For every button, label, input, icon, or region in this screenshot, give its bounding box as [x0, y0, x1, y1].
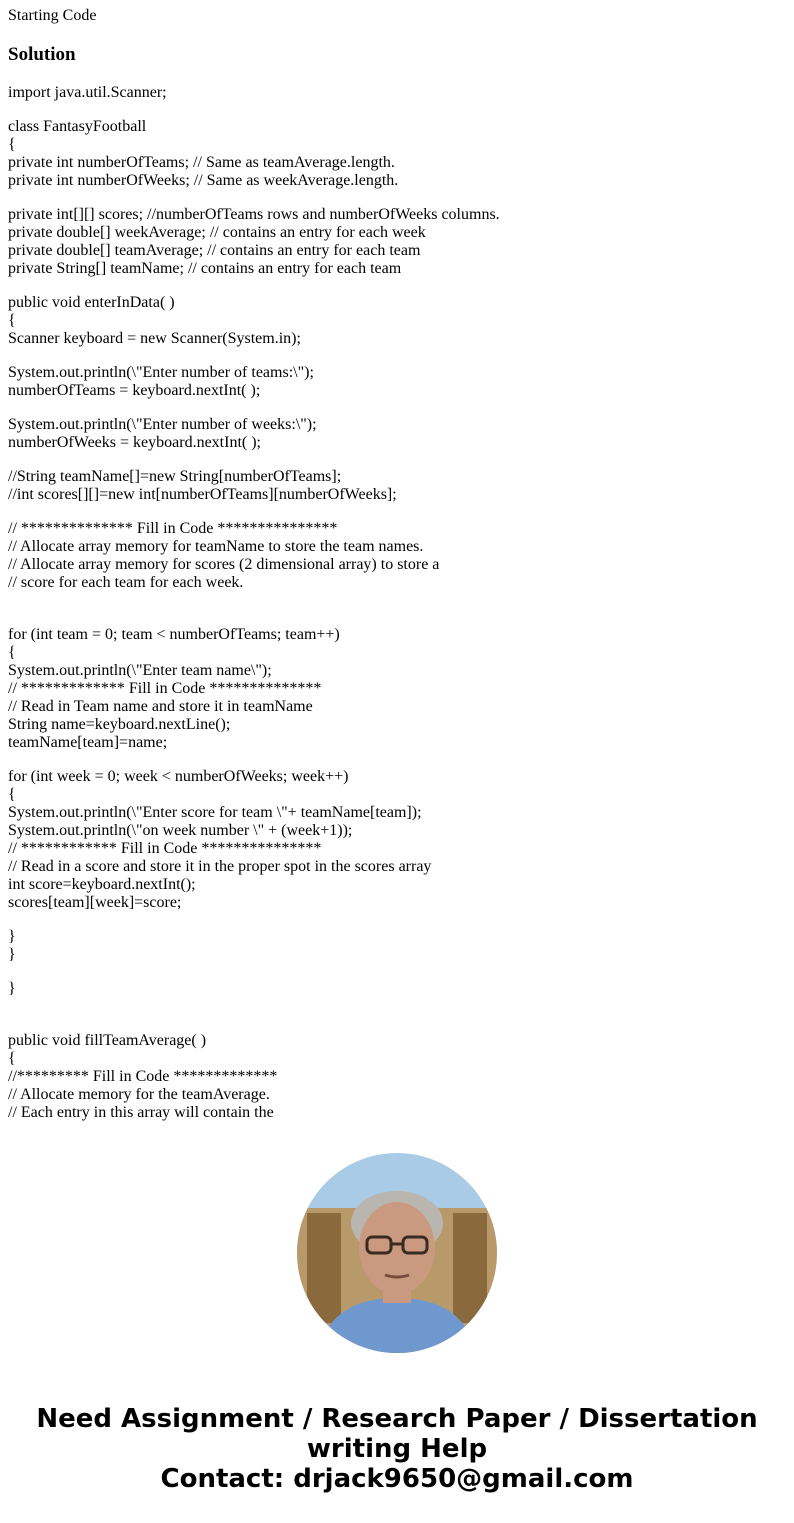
- code-line: // ************** Fill in Code ***************: [8, 520, 338, 537]
- code-line: System.out.println(\"Enter number of teams:\");: [8, 364, 314, 381]
- code-line: private int numberOfTeams; // Same as teamAverage.length.: [8, 154, 395, 171]
- banner-line-2: writing Help: [306, 1434, 488, 1464]
- banner-line-3: Contact: drjack9650@gmail.com: [160, 1464, 634, 1494]
- code-line: private int[][] scores; //numberOfTeams rows and numberOfWeeks columns.: [8, 206, 500, 223]
- code-line: }: [8, 980, 16, 997]
- code-spacer: [8, 504, 788, 520]
- code-line: // ************ Fill in Code ***************: [8, 840, 322, 857]
- code-line: // Read in a score and store it in the proper spot in the scores array: [8, 858, 432, 875]
- code-spacer: [8, 752, 788, 768]
- code-line: // Allocate array memory for scores (2 dimensional array) to store a: [8, 556, 440, 573]
- contact-banner: [0, 1404, 794, 1494]
- code-line: numberOfTeams = keyboard.nextInt( );: [8, 382, 261, 399]
- code-line: public void fillTeamAverage( ): [8, 1032, 207, 1049]
- code-line: private String[] teamName; // contains an entry for each team: [8, 260, 402, 277]
- code-line: import java.util.Scanner;: [8, 84, 167, 101]
- code-line: {: [8, 644, 16, 661]
- code-line: String name=keyboard.nextLine();: [8, 716, 231, 733]
- code-line: Scanner keyboard = new Scanner(System.in);: [8, 330, 301, 347]
- code-line: // Each entry in this array will contain the: [8, 1104, 274, 1121]
- code-line: System.out.println(\"Enter team name\");: [8, 662, 272, 679]
- code-line: for (int team = 0; team < numberOfTeams; team++): [8, 626, 340, 643]
- code-line: teamName[team]=name;: [8, 734, 168, 751]
- code-line: {: [8, 1050, 16, 1067]
- profile-photo-image: [297, 1153, 497, 1353]
- code-line: //********* Fill in Code *************: [8, 1068, 278, 1085]
- code-line: {: [8, 136, 16, 153]
- code-spacer: [8, 400, 788, 416]
- code-line: private int numberOfWeeks; // Same as weekAverage.length.: [8, 172, 399, 189]
- code-line: {: [8, 786, 16, 803]
- starting-code-label: Starting Code: [8, 7, 97, 24]
- code-line: // Read in Team name and store it in teamName: [8, 698, 313, 715]
- code-line: [8, 998, 788, 1016]
- code-line: // Allocate memory for the teamAverage.: [8, 1086, 270, 1103]
- code-line: }: [8, 928, 16, 945]
- solution-heading: Solution: [8, 44, 76, 65]
- code-line: for (int week = 0; week < numberOfWeeks; week++): [8, 768, 349, 785]
- code-spacer: [8, 1016, 788, 1032]
- code-line: System.out.println(\"Enter number of weeks:\");: [8, 416, 317, 433]
- code-line: [8, 592, 788, 610]
- banner-line-1: Need Assignment / Research Paper / Dissertation: [36, 1404, 758, 1434]
- code-line: numberOfWeeks = keyboard.nextInt( );: [8, 434, 261, 451]
- code-line: {: [8, 312, 16, 329]
- code-line: scores[team][week]=score;: [8, 894, 182, 911]
- code-line: System.out.println(\"on week number \" + (week+1));: [8, 822, 353, 839]
- code-spacer: [8, 912, 788, 928]
- code-line: private double[] weekAverage; // contains an entry for each week: [8, 224, 426, 241]
- code-line: class FantasyFootball: [8, 118, 147, 135]
- code-line: //String teamName[]=new String[numberOfTeams];: [8, 468, 342, 485]
- code-line: //int scores[][]=new int[numberOfTeams][numberOfWeeks];: [8, 486, 397, 503]
- code-line: // Allocate array memory for teamName to store the team names.: [8, 538, 424, 555]
- code-line: private double[] teamAverage; // contains an entry for each team: [8, 242, 421, 259]
- code-line: // ************* Fill in Code **************: [8, 680, 322, 697]
- code-spacer: [8, 452, 788, 468]
- code-listing: [8, 84, 788, 1122]
- code-spacer: [8, 964, 788, 980]
- code-line: System.out.println(\"Enter score for team \"+ teamName[team]);: [8, 804, 422, 821]
- code-line: // score for each team for each week.: [8, 574, 244, 591]
- code-spacer: [8, 278, 788, 294]
- profile-photo: [297, 1153, 497, 1353]
- code-line: public void enterInData( ): [8, 294, 175, 311]
- code-spacer: [8, 348, 788, 364]
- code-line: int score=keyboard.nextInt();: [8, 876, 196, 893]
- code-spacer: [8, 102, 788, 118]
- code-spacer: [8, 190, 788, 206]
- code-spacer: [8, 610, 788, 626]
- code-line: }: [8, 946, 16, 963]
